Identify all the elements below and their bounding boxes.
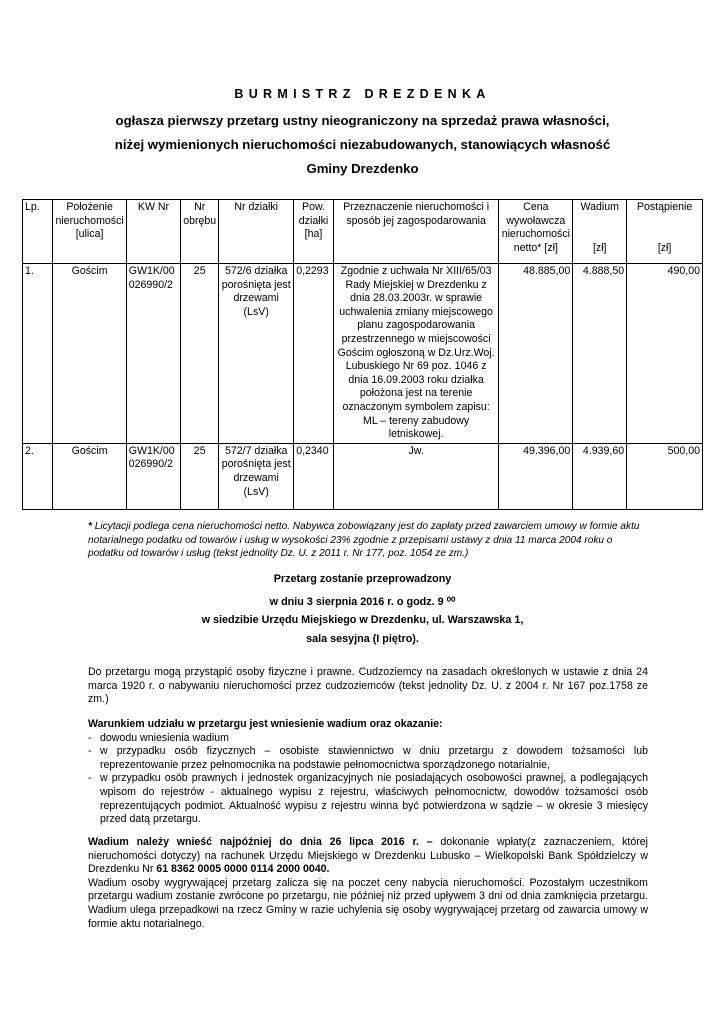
- cell-lp: 1.: [23, 264, 53, 444]
- cell-kw: GW1K/00 026990/2: [126, 443, 180, 509]
- header-purpose: Przeznaczenie nieruchomości i sposób jej zagospodarowania: [333, 200, 499, 264]
- list-item: [88, 732, 648, 746]
- table-row: [23, 443, 703, 509]
- cell-precinct: 25: [181, 264, 219, 444]
- cell-location: Gościm: [53, 264, 126, 444]
- announcement-line-3: Gminy Drezdenko: [306, 161, 419, 176]
- header-plot: Nr działki: [219, 200, 294, 264]
- auction-date: w dniu 3 sierpnia 2016 r. o godz. 9 ⁰⁰: [269, 596, 456, 608]
- cell-precinct: 25: [181, 443, 219, 509]
- footnote-star: *: [88, 521, 92, 532]
- list-item: [88, 745, 648, 772]
- cell-kw: GW1K/00 026990/2: [126, 264, 180, 444]
- header-deposit: [573, 200, 627, 264]
- header-precinct: Nr obrębu: [181, 200, 219, 264]
- deposit-payment-paragraph: [88, 836, 648, 931]
- list-dash: -: [88, 745, 92, 758]
- auction-room: sala sesyjna (I piętro).: [306, 633, 419, 645]
- header-lp: Lp.: [23, 200, 53, 264]
- cell-price: 49.396,00: [499, 443, 573, 509]
- document-title: BURMISTRZ DREZDENKA: [234, 87, 491, 101]
- list-item-text: dowodu wniesienia wadium: [100, 731, 229, 744]
- announcement-line-2: niżej wymienionych nieruchomości niezabudowanych, stanowiących własność: [114, 137, 611, 152]
- cell-area: 0,2340: [294, 443, 334, 509]
- table-header-row: [23, 200, 703, 264]
- header-increment-unit: [zł]: [657, 241, 672, 254]
- footnote-text: Licytacji podlega cena nieruchomości netto. Nabywca zobowiązany jest do zapłaty przed zawarciem umowy w formie aktu notarialnego podatku od towarów i usług w wysokości 23% zgodnie z przepisami ustawy z dnia 11 marca 2004 roku o podatku od towarów i usług (tekst jednolity Dz. U. z 2011 r. Nr 177, poz. 1054 ze zm.): [88, 521, 640, 560]
- cell-location: Gościm: [53, 443, 126, 509]
- cell-plot: 572/7 działka porośnięta jest drzewami (LsV): [219, 443, 294, 509]
- header-location: Położenie nieruchomości [ulica]: [53, 200, 126, 264]
- header-price: Cena wywoławcza nieruchomości netto* [zł]: [499, 200, 573, 264]
- header-increment: [627, 200, 703, 264]
- cell-increment: 490,00: [627, 264, 703, 444]
- cell-increment: 500,00: [627, 443, 703, 509]
- list-item: [88, 772, 648, 826]
- list-item-text: w przypadku osób prawnych i jednostek organizacyjnych nie posiadających osobowości prawnej, a podlegających wpisom do rejestrów - aktualnego wypisu z rejestru, właściwych pełnomocnictw, dowodów tożsamości osób reprezentujących podmiot. Aktualność wypisu z rejestru winna być potwierdzona w sądzie – w okresie 3 miesięcy przed datą przetargu.: [100, 772, 648, 826]
- header-area: Pow. działki [ha]: [294, 200, 334, 264]
- cell-deposit: 4.939,60: [573, 443, 627, 509]
- auction-venue: w siedzibie Urzędu Miejskiego w Drezdenku, ul. Warszawska 1,: [201, 614, 524, 626]
- participation-conditions: [88, 718, 648, 827]
- cell-area: 0,2293: [294, 264, 334, 444]
- eligibility-paragraph: Do przetargu mogą przystąpić osoby fizyczne i prawne. Cudzoziemcy na zasadach określonych w ustawie z dnia 24 marca 1920 r. o nabywaniu nieruchomości przez cudzoziemców (tekst jednolity Dz. U. z 2004 r. Nr 167 poz.1758 ze zm.): [88, 666, 648, 706]
- conditions-list: [88, 732, 648, 827]
- list-item-text: w przypadku osób fizycznych – osobiste stawiennictwo w dniu przetargu z dowodem tożsamości lub reprezentowanie przez pełnomocnika na podstawie pełnomocnictwa sporządzonego notarialnie,: [100, 745, 648, 771]
- header-deposit-label: Wadium: [580, 201, 619, 213]
- cell-purpose: Zgodnie z uchwała Nr XIII/65/03 Rady Miejskiej w Drezdenku z dnia 28.03.2003r. w sprawie uchwalenia zmiany miejscowego planu zagospodarowania przestrzennego w miejscowości Gościm ogłoszoną w Dz.Urz.Woj. Lubuskiego Nr 69 poz. 1046 z dnia 16.09.2003 roku działka położona jest na terenie oznaczonym symbolem zapisu: ML – tereny zabudowy letniskowej.: [333, 264, 499, 444]
- cell-price: 48.885,00: [499, 264, 573, 444]
- deposit-instructions: dokonanie wpłaty(z zaznaczeniem, której nieruchomości dotyczy) na rachunek Urzędu Miejskiego w Drezdenku Lubusko – Wielkopolski Bank Spółdzielczy w Drezdenku Nr: [88, 836, 648, 876]
- announcement-line-1: ogłasza pierwszy przetarg ustny nieograniczony na sprzedaż prawa własności,: [115, 113, 610, 128]
- cell-lp: 2.: [23, 443, 53, 509]
- cell-purpose: Jw.: [333, 443, 499, 509]
- bank-account-number: 61 8362 0005 0000 0114 2000 0040.: [156, 863, 330, 876]
- conditions-heading: Warunkiem udziału w przetargu jest wniesienie wadium oraz okazanie:: [88, 718, 443, 730]
- list-dash: -: [88, 772, 92, 785]
- cell-deposit: 4.888,50: [573, 264, 627, 444]
- table-row: [23, 264, 703, 444]
- header-kw: KW Nr: [126, 200, 180, 264]
- cell-plot: 572/6 działka porośnięta jest drzewami (LsV): [219, 264, 294, 444]
- price-footnote: [88, 520, 648, 561]
- header-deposit-unit: [zł]: [592, 241, 607, 254]
- list-dash: -: [88, 731, 92, 744]
- property-table: [22, 199, 703, 510]
- deposit-deadline: Wadium należy wnieść najpóźniej do dnia 26 lipca 2016 r. –: [88, 836, 433, 848]
- deposit-rules: Wadium osoby wygrywającej przetarg zalicza się na poczet ceny nabycia nieruchomości. Pozostałym uczestnikom przetargu wadium zostanie zwrócone po przetargu, nie później niż przed upływem 3 dni od dnia zamknięcia przetargu. Wadium ulega przepadkowi na rzecz Gminy w razie uchylenia się osoby wygrywającej przetarg od zawarcia umowy w formie aktu notarialnego.: [88, 876, 648, 930]
- header-increment-label: Postąpienie: [636, 201, 693, 213]
- auction-announcement: Przetarg zostanie przeprowadzony: [273, 573, 452, 585]
